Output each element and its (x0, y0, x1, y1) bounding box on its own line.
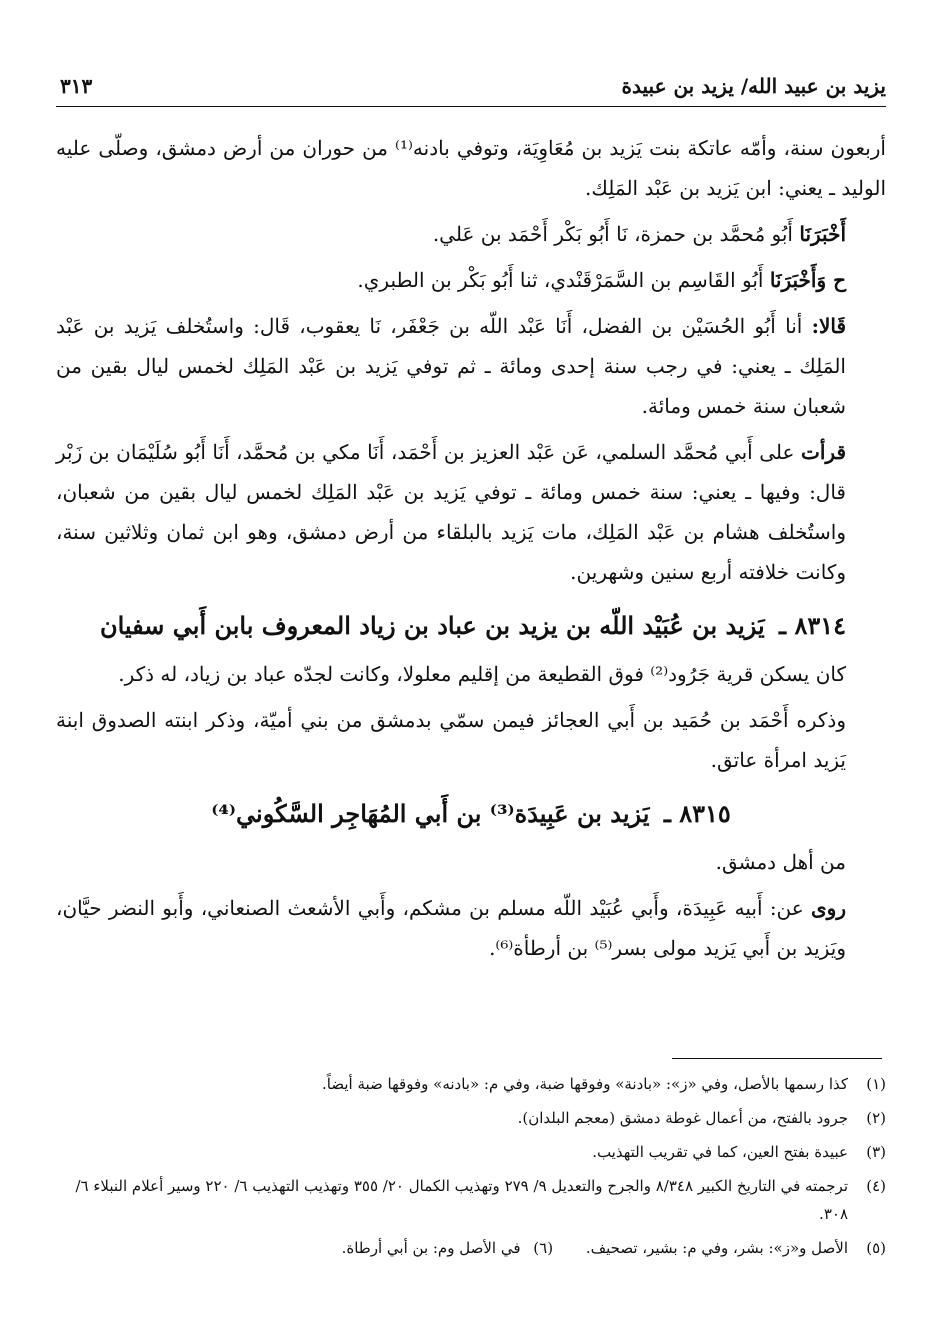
paragraph-6: كان يسكن قرية جَرُود⁽²⁾ فوق القطيعة من إقليم معلولا، وكانت لجدّه عباد بن زياد، له ذكر. (118, 662, 846, 686)
narration-lead: ح وَأَخْبَرَنَا (769, 268, 846, 292)
paragraph-5 (56, 432, 886, 592)
footnote-text: كذا رسمها بالأصل، وفي «ز»: «بادنة» وفوقها ضبة، وفي م: «بادنه» وفوقها ضبة أيضاً. (322, 1075, 848, 1093)
entry-heading-8314 (56, 602, 886, 650)
narration-lead: قَالا: (811, 314, 847, 338)
footnote-number: (١) (866, 1075, 886, 1093)
footnotes (56, 1070, 886, 1268)
narration-text: أنا أَبُو الحُسَيْن بن الفضل، أَنَا عَبْد اللّه بن جَعْفَر، نَا يعقوب، قَال: واستُخلف يَزيد بن عَبْد المَلِك ـ يعني: في رجب سنة إحدى ومائة ـ ثم توفي يَزيد بن عَبْد المَلِك لخمس ليال بقين من شعبان سنة خمس ومائة. (56, 314, 846, 418)
footnote-text: جرود بالفتح، من أعمال غوطة دمشق (معجم البلدان). (517, 1109, 848, 1127)
footnote-number: (٢) (866, 1109, 886, 1127)
paragraph-8: من أهل دمشق. (715, 850, 846, 874)
narration-lead: روى (811, 896, 847, 920)
entry-number: ٨٣١٤ ـ (779, 611, 846, 640)
entry-heading-8315 (56, 790, 886, 838)
narration-text: عن: أَبيه عَبِيدَة، وأَبي عُبَيْد اللّه مسلم بن مشكم، وأَبي الأشعث الصنعاني، وأَبو النضر حيَّان، ويَزيد بن أَبي يَزيد مولى بسر⁽⁵⁾ بن أرطأة⁽⁶⁾. (56, 896, 846, 960)
footnote-1 (56, 1070, 886, 1098)
narration-text: أَبُو مُحمَّد بن حمزة، نَا أَبُو بَكْر أَحْمَد بن عَلي. (432, 222, 793, 246)
narration-text: على أَبي مُحمَّد السلمي، عَن عَبْد العزيز بن أَحْمَد، أَنَا مكي بن مُحمَّد، أَنَا أَبُو سُلَيْمَان بن زَبْر قال: وفيها ـ يعني: سنة خمس ومائة ـ توفي يَزيد بن عَبْد المَلِك لخمس ليال بقين من شعبان، واستُخلف هشام بن عَبْد المَلِك، مات يَزيد بالبلقاء من أرض دمشق، وهو ابن ثمان وثلاثين سنة، وكانت خلافته أربع سنين وشهرين. (56, 440, 846, 584)
running-title: يزيد بن عبيد الله/ يزيد بن عبيدة (621, 74, 886, 98)
footnote-number: (٤) (866, 1177, 886, 1195)
entry-title: يَزيد بن عُبَيْد اللّه بن يزيد بن عباد بن زياد المعروف بابن أَبي سفيان (99, 611, 765, 640)
paragraph-2 (56, 214, 886, 254)
paragraph-4 (56, 306, 886, 426)
footnote-3 (56, 1138, 886, 1166)
narration-lead: قرأت (801, 440, 847, 464)
page-header (56, 66, 886, 107)
footnote-text: الأصل و«ز»: بشر، وفي م: بشير، تصحيف. (585, 1239, 848, 1257)
footnote-4 (56, 1172, 886, 1228)
paragraph-1: أربعون سنة، وأمّه عاتكة بنت يَزيد بن مُعَاوِيَة، وتوفي بادنه⁽¹⁾ من حوران من أرض دمشق، وصلّى عليه الوليد ـ يعني: ابن يَزيد بن عَبْد المَلِك. (56, 136, 886, 200)
narration-text: أَبُو القَاسِم بن السَّمَرْقَنْدي، ثنا أَبُو بَكْر بن الطبري. (357, 268, 764, 292)
narration-lead: أَخْبَرَنَا (799, 222, 846, 246)
page-number: ٣١٣ (60, 74, 93, 98)
footnote-5-6 (56, 1234, 886, 1262)
footnote-text: في الأصل وم: بن أبي أرطاة. (341, 1239, 521, 1257)
footnote-text: عبيدة بفتح العين، كما في تقريب التهذيب. (592, 1143, 848, 1161)
paragraph-7: وذكره أَحْمَد بن حُمَيد بن أَبي العجائز فيمن سمّي بدمشق من بني أميّة، وذكر ابنته الصدوق ابنة يَزيد امرأة عاتق. (56, 708, 846, 772)
entry-title: يَزيد بن عَبِيدَة⁽³⁾ بن أَبي المُهَاجِر السَّكُوني⁽⁴⁾ (211, 799, 650, 828)
footnote-separator (672, 1058, 882, 1059)
footnote-6 (342, 1239, 553, 1257)
paragraph-3 (56, 260, 886, 300)
entry-number: ٨٣١٥ ـ (663, 799, 731, 828)
footnote-2 (56, 1104, 886, 1132)
footnote-text: ترجمته في التاريخ الكبير ٨/٣٤٨ والجرح والتعديل ٩/ ٢٧٩ وتهذيب الكمال ٢٠/ ٣٥٥ وتهذيب التهذيب ٦/ ٢٢٠ وسير أعلام النبلاء ٦/ ٣٠٨. (75, 1177, 848, 1223)
paragraph-9 (56, 888, 886, 968)
main-text (56, 128, 886, 968)
footnote-number: (٣) (866, 1143, 886, 1161)
footnote-number: (٥) (866, 1239, 886, 1257)
footnote-number: (٦) (533, 1239, 554, 1257)
